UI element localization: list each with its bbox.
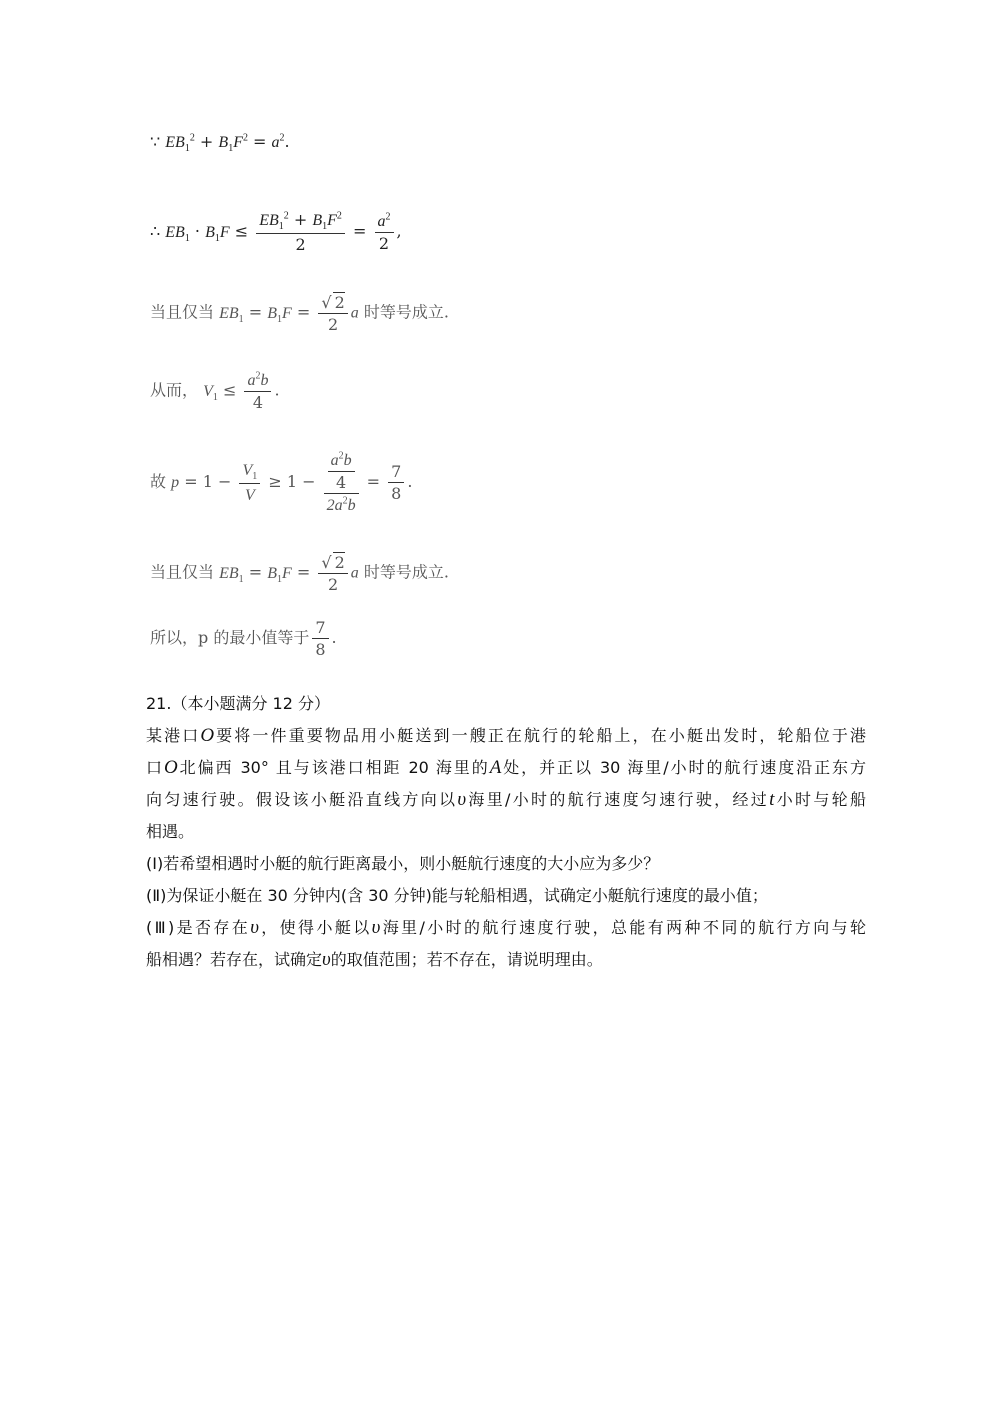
proof-line-3: 当且仅当 $EB_1 = B_1F$ = $\frac{√ 2}{2}$ a 时等号成立. — [150, 293, 449, 334]
question-3: (Ⅲ)是否存在υ，使得小艇以υ海里/小时的航行速度行驶，总能有两种不同的航行方向与轮 — [146, 917, 866, 938]
problem-para-line-4: 相遇。 — [146, 822, 195, 841]
proof-line-2: ∴ $EB_1 \cdot B_1F$ ≤ $\frac{EB_1^2 + B_1F^2}{2}$ = $\frac{a^2}{2}$ , — [150, 210, 402, 255]
question-3-cont: 船相遇？若存在，试确定υ的取值范围；若不存在，请说明理由。 — [146, 949, 603, 970]
question-1: (Ⅰ)若希望相遇时小艇的航行距离最小，则小艇航行速度的大小应为多少？ — [146, 854, 660, 873]
proof-line-1: ∵ $EB_1^2 + B_1F^2 = a^2$. — [150, 132, 290, 155]
proof-line-7: 所以，p 的最小值等于 $\frac{7}{8}$ . — [150, 618, 337, 659]
problem-para-line-1: 某港口O要将一件重要物品用小艇送到一艘正在航行的轮船上，在小艇出发时，轮船位于港 — [146, 725, 866, 746]
question-2: (Ⅱ)为保证小艇在 30 分钟内(含 30 分钟)能与轮船相遇，试确定小艇航行速度的最小值； — [146, 886, 768, 905]
problem-21 — [146, 688, 866, 976]
proof-line-5: 故 p = 1 − $\frac{V_1}{V}$ ≥ 1 − $\frac{\frac{a^2b}{4}}{2a^2b}$ = $\frac{7}{8}$ . — [150, 450, 413, 514]
proof-line-4: 从而， $V_1$ ≤ $\frac{a^2b}{4}$ . — [150, 370, 280, 412]
problem-header: 21.（本小题满分 12 分） — [146, 694, 330, 713]
proof-line-6: 当且仅当 $EB_1 = B_1F$ = $\frac{√ 2}{2}$ a 时等号成立. — [150, 553, 449, 594]
problem-para-line-3: 向匀速行驶。假设该小艇沿直线方向以υ海里/小时的航行速度匀速行驶，经过t小时与轮船 — [146, 789, 866, 810]
problem-para-line-2: 口O北偏西 30° 且与该港口相距 20 海里的A处，并正以 30 海里/小时的航行速度沿正东方 — [146, 757, 866, 778]
